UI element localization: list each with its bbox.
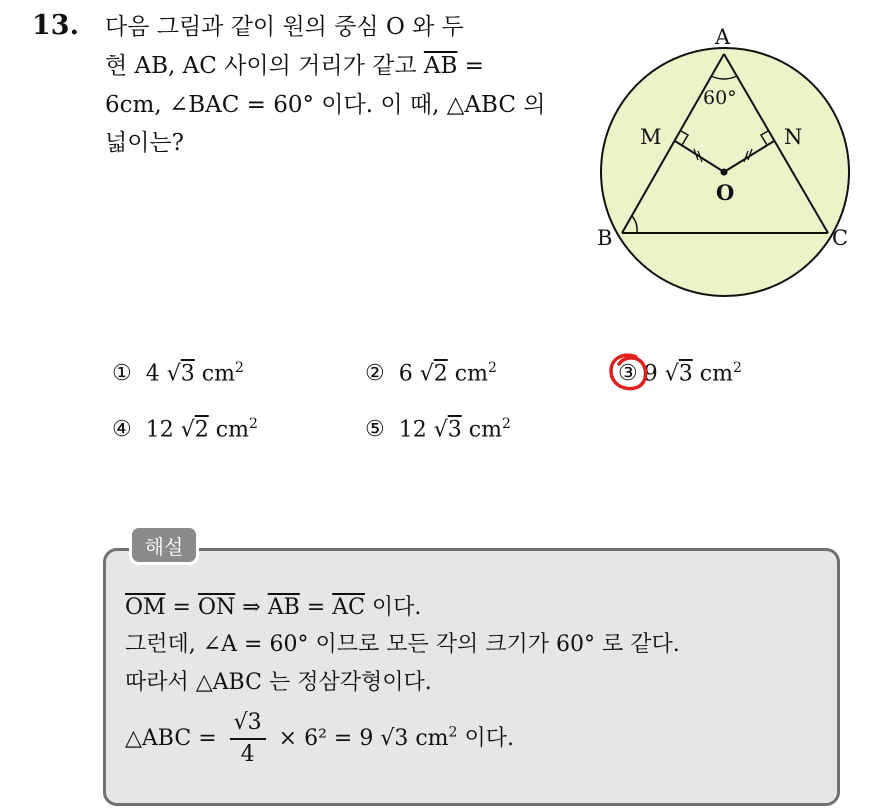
segment-ab: $\overline{AB}$: [423, 53, 458, 79]
question-line-2: [105, 51, 484, 81]
choice-1-number: ①: [112, 361, 132, 387]
circle-triangle-figure: [580, 20, 880, 310]
question-line-3: 6cm, ∠BAC = 60° 이다. 이 때, △ABC 의: [105, 92, 546, 118]
solution-tab: 해설: [129, 525, 199, 565]
question-line-4: 넓이는?: [105, 130, 184, 156]
solution-line-3: 따라서 △ABC 는 정삼각형이다.: [125, 670, 432, 695]
choice-2-number: ②: [365, 361, 385, 387]
label-c: C: [832, 226, 849, 250]
question-line-2a: 현 AB, AC 사이의 거리가 같고: [105, 53, 424, 79]
solution-line-4: △ABC = $\frac{√3}{4}$ × 6² = 9 √3 $cm^2$ 이다.: [125, 708, 514, 770]
choice-4[interactable]: ④ 12 √2 $cm^2$: [112, 416, 258, 443]
choice-5-number: ⑤: [365, 417, 385, 443]
label-n: N: [784, 125, 803, 149]
choice-3-number: ③: [618, 361, 638, 387]
question-line-2c: =: [457, 53, 484, 79]
question-number: 13.: [32, 10, 79, 41]
label-m: M: [640, 125, 662, 149]
choice-2[interactable]: ② 6 √2 $cm^2$: [365, 360, 497, 387]
label-a: A: [715, 25, 731, 49]
center-point: [721, 169, 728, 176]
solution-line-1: $\overline{OM} = \overline{ON}$ ⇒ $\overline{AB} = \overline{AC}$ 이다.: [125, 595, 422, 620]
fraction: $\frac{√3}{4}$: [230, 708, 266, 770]
choice-3[interactable]: ③ 9 √3 $cm^2$: [618, 360, 742, 386]
choice-5[interactable]: ⑤ 12 √3 $cm^2$: [365, 416, 511, 443]
choice-1[interactable]: ① 4 √3 $cm^2$: [112, 360, 244, 387]
label-b: B: [597, 226, 613, 250]
choice-4-number: ④: [112, 417, 132, 443]
question-line-1: 다음 그림과 같이 원의 중심 O 와 두: [105, 14, 464, 40]
solution-line-2: 그런데, ∠A = 60° 이므로 모든 각의 크기가 60° 로 같다.: [125, 632, 680, 657]
label-o: O: [716, 180, 735, 205]
label-angle: 60°: [703, 87, 737, 109]
